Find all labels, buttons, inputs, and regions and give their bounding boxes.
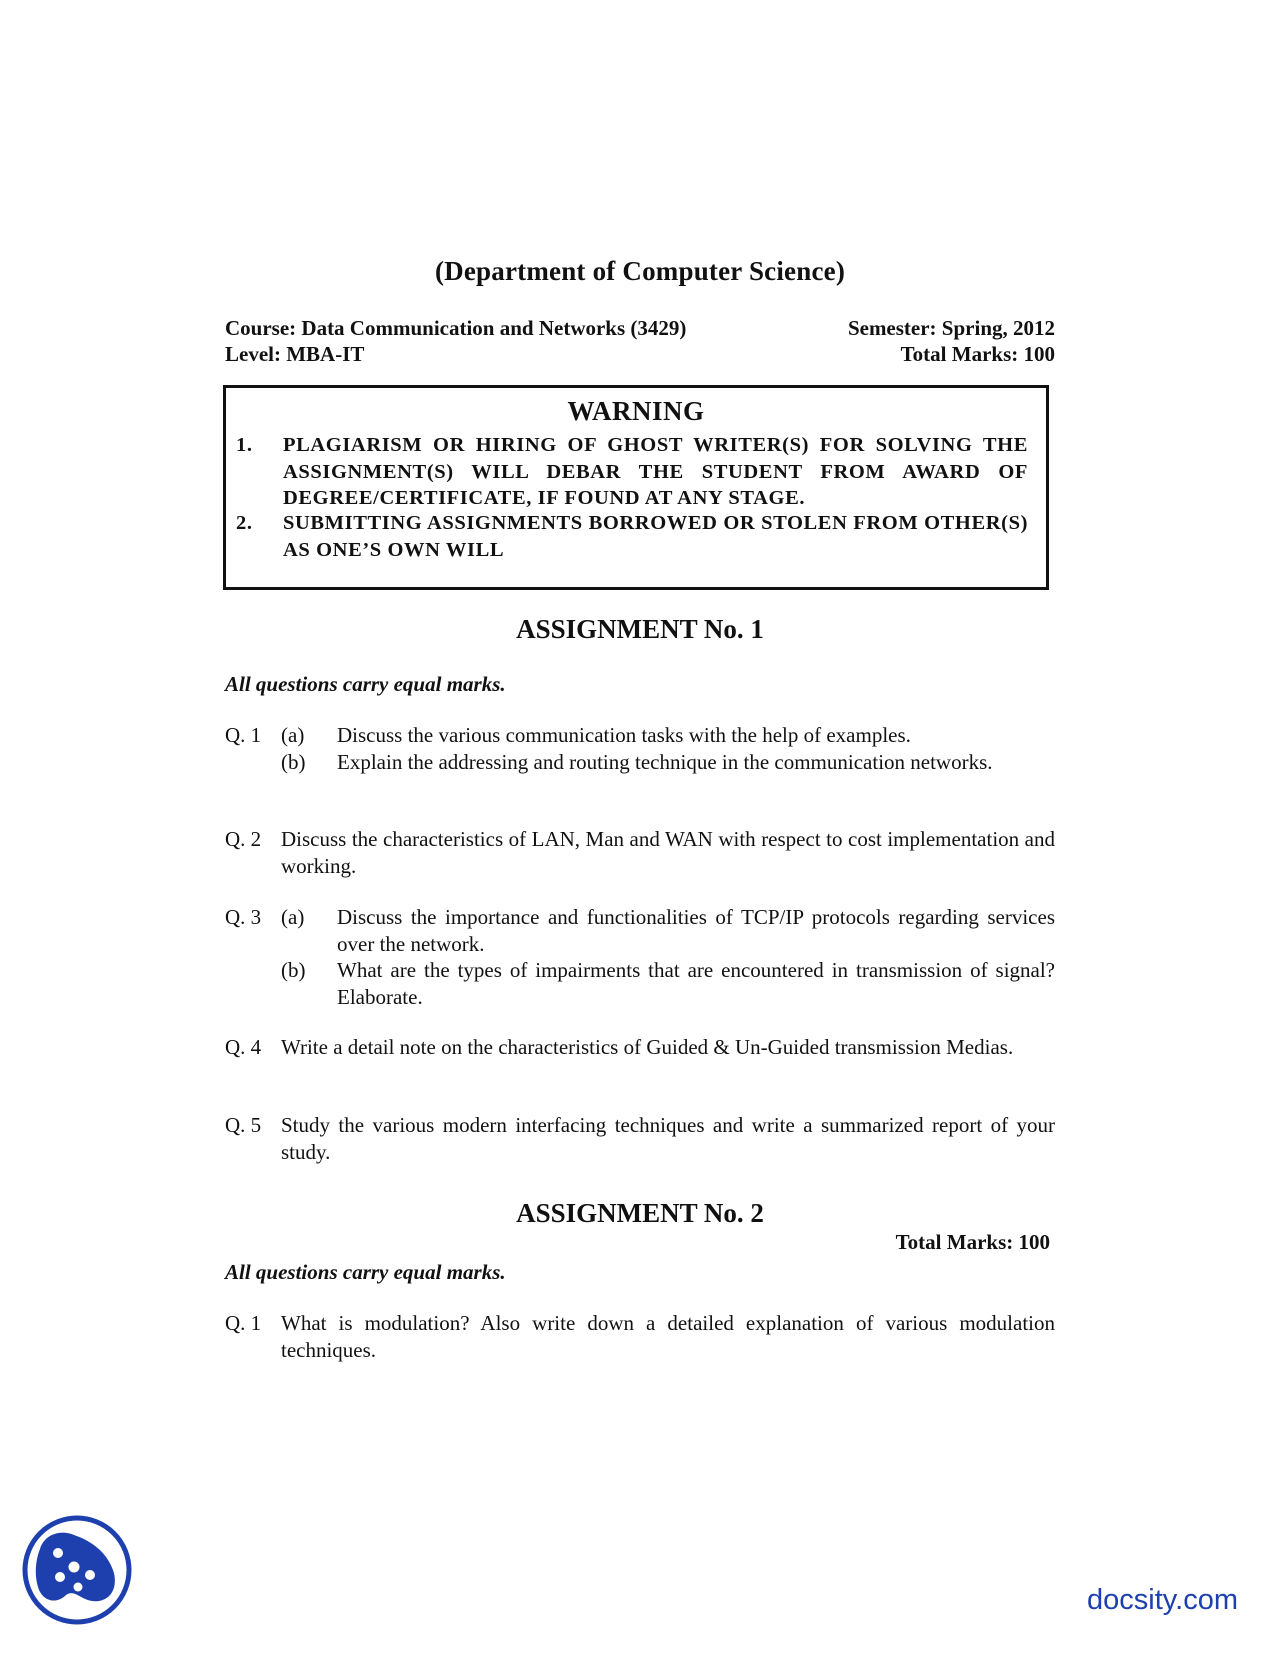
question-part (281, 749, 1055, 776)
docsity-logo-icon (22, 1515, 132, 1625)
level-row (225, 342, 1055, 367)
docsity-brand-link[interactable]: docsity.com (1087, 1584, 1238, 1616)
warning-title: WARNING (567, 396, 705, 426)
question-text: What is modulation? Also write down a detailed explanation of various modulation techniques. (281, 1311, 1055, 1362)
level-label: Level: MBA-IT (225, 342, 365, 366)
question-number: Q. 3 (225, 905, 262, 929)
part-text: Explain the addressing and routing technique in the communication networks. (337, 749, 993, 774)
question-number: Q. 5 (225, 1113, 262, 1137)
semester-label: Semester: Spring, 2012 (847, 316, 1055, 340)
question-part (281, 722, 1055, 749)
question-number: Q. 4 (225, 1035, 262, 1059)
question-5 (225, 1112, 1055, 1165)
part-text: Discuss the importance and functionalities of TCP/IP protocols regarding services over the network. (337, 905, 1055, 956)
part-label: (a) (281, 905, 305, 929)
question-text: Study the various modern interfacing techniques and write a summarized report of your study. (281, 1113, 1055, 1164)
assignment-2-total-marks: Total Marks: 100 (895, 1230, 1050, 1254)
question-part (281, 957, 1055, 1010)
assignment-1-note: All questions carry equal marks. (225, 672, 506, 696)
part-text: What are the types of impairments that are encountered in transmission of signal? Elaborate. (337, 958, 1055, 1009)
question-number: Q. 1 (225, 723, 262, 747)
warning-item-text: SUBMITTING ASSIGNMENTS BORROWED OR STOLEN FROM OTHER(S) AS ONE’S OWN WILL (283, 512, 1028, 561)
question-2 (225, 826, 1055, 879)
question-text: Discuss the characteristics of LAN, Man and WAN with respect to cost implementation and working. (281, 827, 1055, 878)
assignment-2-note: All questions carry equal marks. (225, 1260, 506, 1284)
warning-item-number: 1. (236, 434, 253, 456)
department-heading: (Department of Computer Science) (434, 256, 846, 286)
question-4 (225, 1034, 1055, 1061)
warning-item-text: PLAGIARISM OR HIRING OF GHOST WRITER(S) FOR SOLVING THE ASSIGNMENT(S) WILL DEBAR THE STUDENT FROM AWARD OF DEGREE/CERTIFICATE, IF FOUND AT ANY STAGE. (283, 434, 1028, 509)
warning-item (236, 432, 1028, 512)
assignment-2-question-1 (225, 1310, 1055, 1363)
part-text: Discuss the various communication tasks with the help of examples. (337, 723, 911, 747)
assignment-1-title: ASSIGNMENT No. 1 (516, 614, 764, 644)
part-label: (b) (281, 958, 306, 982)
course-label: Course: Data Communication and Networks (3429) (225, 316, 687, 340)
question-text: Write a detail note on the characteristics of Guided & Un-Guided transmission Medias. (281, 1035, 1014, 1059)
question-part (281, 904, 1055, 957)
warning-item (236, 510, 1028, 563)
warning-box (223, 385, 1049, 590)
question-number: Q. 1 (225, 1311, 262, 1335)
question-1 (225, 722, 1055, 775)
warning-item-number: 2. (236, 512, 253, 534)
question-number: Q. 2 (225, 827, 262, 851)
assignment-2-title: ASSIGNMENT No. 2 (516, 1198, 764, 1228)
total-marks-label: Total Marks: 100 (900, 342, 1055, 366)
part-label: (b) (281, 749, 306, 774)
question-3 (225, 904, 1055, 1010)
part-label: (a) (281, 723, 305, 747)
course-row (225, 316, 1055, 341)
